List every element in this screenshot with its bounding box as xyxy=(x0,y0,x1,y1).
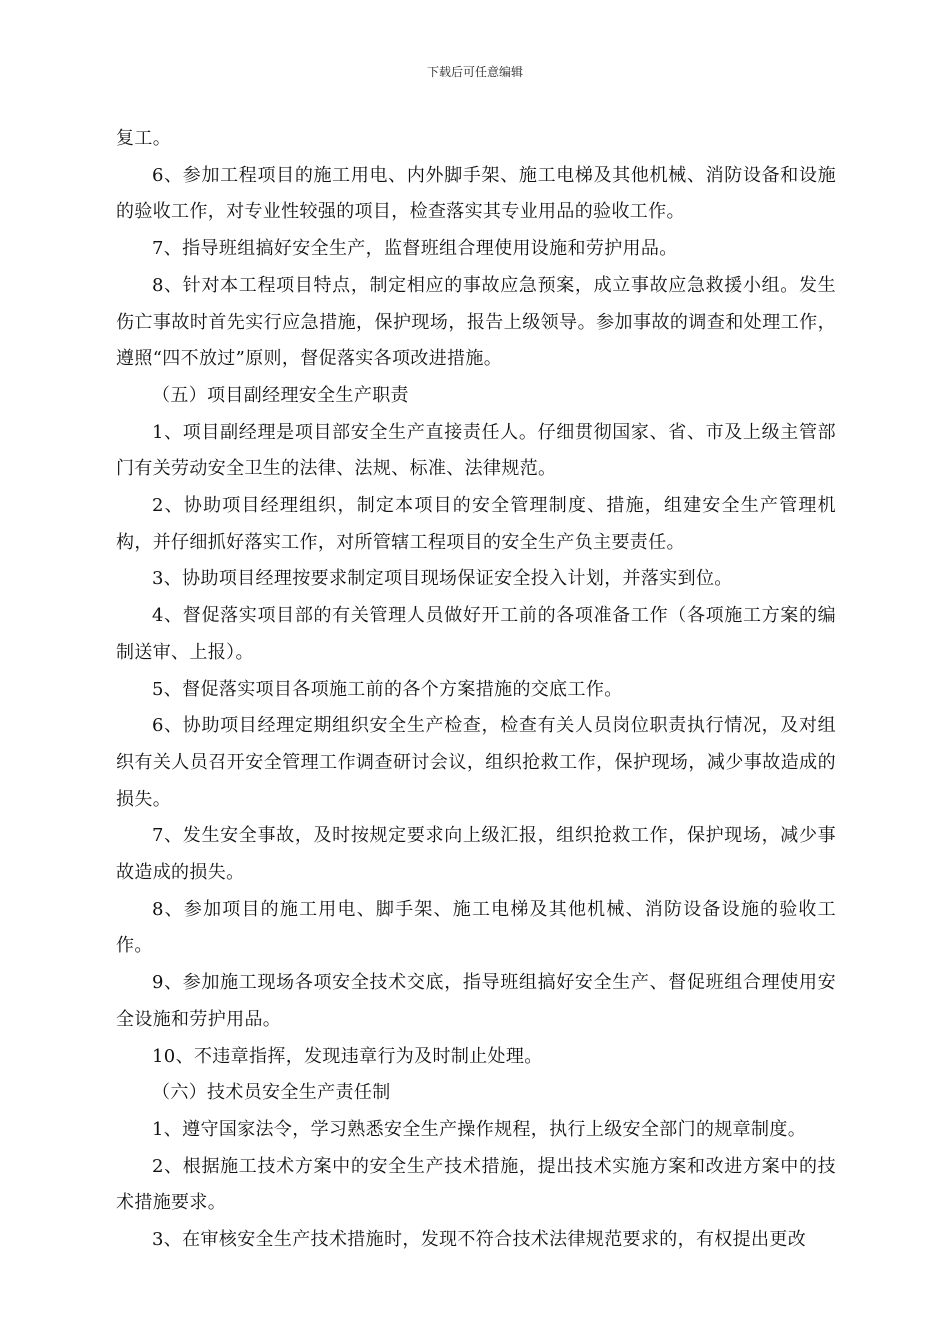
paragraph: 复工。 xyxy=(116,128,172,149)
paragraph: 6、协助项目经理定期组织安全生产检查，检查有关人员岗位职责执行情况，及对组织有关人员召开安全管理工作调查研讨会议，组织抢救工作，保护现场，减少事故造成的损失。 xyxy=(116,715,836,810)
paragraph: 6、参加工程项目的施工用电、内外脚手架、施工电梯及其他机械、消防设备和设施的验收工作，对专业性较强的项目，检查落实其专业用品的验收工作。 xyxy=(116,164,836,223)
section-heading: （六）技术员安全生产责任制 xyxy=(152,1082,391,1104)
paragraph: 8、参加项目的施工用电、脚手架、施工电梯及其他机械、消防设备设施的验收工作。 xyxy=(116,898,836,957)
paragraph: 7、发生安全事故，及时按规定要求向上级汇报，组织抢救工作，保护现场，减少事故造成的损失。 xyxy=(116,825,836,884)
paragraph: 1、遵守国家法令，学习熟悉安全生产操作规程，执行上级安全部门的规章制度。 xyxy=(152,1118,807,1140)
paragraph: 3、协助项目经理按要求制定项目现场保证安全投入计划，并落实到位。 xyxy=(152,568,733,590)
paragraph: 7、指导班组搞好安全生产，监督班组合理使用设施和劳护用品。 xyxy=(152,238,678,260)
section-heading: （五）项目副经理安全生产职责 xyxy=(152,384,409,406)
paragraph: 10、不违章指挥，发现违章行为及时制止处理。 xyxy=(152,1045,543,1067)
paragraph: 5、督促落实项目各项施工前的各个方案措施的交底工作。 xyxy=(152,678,623,700)
page-header: 下载后可任意编辑 xyxy=(426,65,523,79)
paragraph: 4、督促落实项目部的有关管理人员做好开工前的各项准备工作（各项施工方案的编制送审、上报）。 xyxy=(116,605,836,663)
paragraph: 1、项目副经理是项目部安全生产直接责任人。仔细贯彻国家、省、市及上级主管部门有关劳动安全卫生的法律、法规、标准、法律规范。 xyxy=(116,421,836,480)
document-body xyxy=(116,121,836,1259)
paragraph: 8、针对本工程项目特点，制定相应的事故应急预案，成立事故应急救援小组。发生伤亡事故时首先实行应急措施，保护现场，报告上级领导。参加事故的调查和处理工作，遵照“四不放过”原则，督促落实各项改进措施。 xyxy=(116,274,836,370)
paragraph: 2、根据施工技术方案中的安全生产技术措施，提出技术实施方案和改进方案中的技术措施要求。 xyxy=(116,1155,836,1214)
paragraph: 3、在审核安全生产技术措施时，发现不符合技术法律规范要求的，有权提出更改 xyxy=(152,1229,807,1251)
paragraph: 9、参加施工现场各项安全技术交底，指导班组搞好安全生产、督促班组合理使用安全设施和劳护用品。 xyxy=(116,972,836,1030)
paragraph: 2、协助项目经理组织，制定本项目的安全管理制度、措施，组建安全生产管理机构，并仔细抓好落实工作，对所管辖工程项目的安全生产负主要责任。 xyxy=(116,495,836,553)
